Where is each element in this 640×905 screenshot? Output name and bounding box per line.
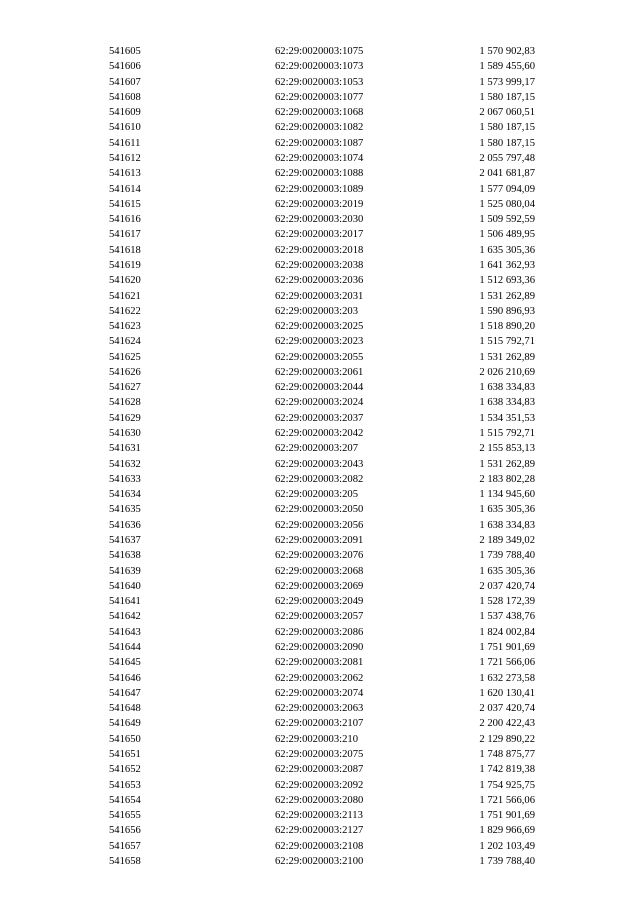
table-row	[109, 640, 539, 655]
cadastral-number-cell: 62:29:0020003:2086	[275, 626, 364, 638]
row-id-cell: 541646	[109, 672, 141, 684]
cadastral-value-cell: 1 635 305,36	[479, 244, 535, 256]
table-row	[109, 212, 539, 227]
table-row	[109, 533, 539, 548]
cadastral-value-cell: 1 534 351,53	[479, 412, 535, 424]
table-row	[109, 350, 539, 365]
table-row	[109, 854, 539, 869]
cadastral-value-cell: 1 577 094,09	[479, 183, 535, 195]
cadastral-number-cell: 62:29:0020003:1089	[275, 183, 364, 195]
table-row	[109, 762, 539, 777]
row-id-cell: 541609	[109, 107, 141, 119]
table-row	[109, 609, 539, 624]
table-row	[109, 472, 539, 487]
cadastral-number-cell: 62:29:0020003:2100	[275, 855, 364, 867]
cadastral-number-cell: 62:29:0020003:2108	[275, 840, 364, 852]
table-row	[109, 686, 539, 701]
table-row	[109, 258, 539, 273]
table-row	[109, 227, 539, 242]
table-row	[109, 808, 539, 823]
cadastral-value-cell: 1 580 187,15	[479, 137, 535, 149]
table-row	[109, 716, 539, 731]
cadastral-number-cell: 62:29:0020003:1053	[275, 76, 364, 88]
cadastral-value-cell: 1 739 788,40	[479, 550, 535, 562]
table-row	[109, 518, 539, 533]
cadastral-value-cell: 2 155 853,13	[479, 443, 535, 455]
table-row	[109, 75, 539, 90]
row-id-cell: 541655	[109, 810, 141, 822]
table-row	[109, 548, 539, 563]
cadastral-value-cell: 1 580 187,15	[479, 91, 535, 103]
cadastral-value-cell: 1 590 896,93	[479, 305, 535, 317]
table-row	[109, 671, 539, 686]
cadastral-number-cell: 62:29:0020003:2061	[275, 366, 364, 378]
cadastral-value-cell: 1 751 901,69	[479, 641, 535, 653]
cadastral-value-cell: 1 641 362,93	[479, 259, 535, 271]
cadastral-number-cell: 62:29:0020003:2038	[275, 259, 364, 271]
cadastral-number-cell: 62:29:0020003:2080	[275, 794, 364, 806]
cadastral-value-cell: 1 537 438,76	[479, 611, 535, 623]
cadastral-number-cell: 62:29:0020003:2017	[275, 229, 364, 241]
row-id-cell: 541638	[109, 550, 141, 562]
cadastral-number-cell: 62:29:0020003:2092	[275, 779, 364, 791]
row-id-cell: 541654	[109, 794, 141, 806]
cadastral-value-cell: 1 742 819,38	[479, 764, 535, 776]
row-id-cell: 541632	[109, 458, 141, 470]
table-row	[109, 564, 539, 579]
row-id-cell: 541624	[109, 336, 141, 348]
table-row	[109, 243, 539, 258]
row-id-cell: 541621	[109, 290, 141, 302]
cadastral-number-cell: 62:29:0020003:2024	[275, 397, 364, 409]
cadastral-value-cell: 1 638 334,83	[479, 382, 535, 394]
table-row	[109, 44, 539, 59]
cadastral-number-cell: 62:29:0020003:1087	[275, 137, 364, 149]
row-id-cell: 541630	[109, 428, 141, 440]
cadastral-value-cell: 1 721 566,06	[479, 657, 535, 669]
cadastral-number-cell: 62:29:0020003:2030	[275, 214, 364, 226]
cadastral-value-cell: 2 189 349,02	[479, 535, 535, 546]
cadastral-number-cell: 62:29:0020003:2057	[275, 611, 364, 623]
cadastral-value-cell: 2 041 681,87	[479, 168, 535, 180]
cadastral-number-cell: 62:29:0020003:2050	[275, 504, 364, 516]
cadastral-number-cell: 62:29:0020003:1068	[275, 107, 364, 119]
cadastral-number-cell: 62:29:0020003:203	[275, 305, 358, 317]
table-row	[109, 197, 539, 212]
row-id-cell: 541636	[109, 519, 141, 531]
row-id-cell: 541653	[109, 779, 141, 791]
cadastral-number-cell: 62:29:0020003:2043	[275, 458, 364, 470]
cadastral-number-cell: 62:29:0020003:1082	[275, 122, 364, 134]
row-id-cell: 541613	[109, 168, 141, 180]
row-id-cell: 541657	[109, 840, 141, 852]
row-id-cell: 541648	[109, 703, 141, 715]
table-row	[109, 457, 539, 472]
table-row	[109, 441, 539, 456]
cadastral-number-cell: 62:29:0020003:1075	[275, 46, 364, 57]
cadastral-value-cell: 1 506 489,95	[479, 229, 535, 241]
row-id-cell: 541622	[109, 305, 141, 317]
table-row	[109, 655, 539, 670]
row-id-cell: 541606	[109, 61, 141, 73]
row-id-cell: 541625	[109, 351, 141, 363]
row-id-cell: 541615	[109, 198, 141, 210]
cadastral-value-cell: 2 037 420,74	[479, 703, 535, 715]
cadastral-value-cell: 1 580 187,15	[479, 122, 535, 134]
cadastral-number-cell: 62:29:0020003:2082	[275, 473, 364, 485]
row-id-cell: 541619	[109, 259, 141, 271]
cadastral-number-cell: 62:29:0020003:2042	[275, 428, 364, 440]
row-id-cell: 541645	[109, 657, 141, 669]
cadastral-number-cell: 62:29:0020003:2044	[275, 382, 364, 394]
row-id-cell: 541656	[109, 825, 141, 837]
row-id-cell: 541652	[109, 764, 141, 776]
table-row	[109, 105, 539, 120]
table-row	[109, 304, 539, 319]
cadastral-value-cell: 1 635 305,36	[479, 565, 535, 577]
cadastral-number-cell: 62:29:0020003:2127	[275, 825, 364, 837]
cadastral-number-cell: 62:29:0020003:2081	[275, 657, 364, 669]
cadastral-value-cell: 1 515 792,71	[479, 336, 535, 348]
cadastral-value-cell: 2 067 060,51	[479, 107, 535, 119]
table-row	[109, 273, 539, 288]
cadastral-number-cell: 62:29:0020003:1077	[275, 91, 364, 103]
row-id-cell: 541607	[109, 76, 141, 88]
table-row	[109, 487, 539, 502]
cadastral-value-cell: 1 635 305,36	[479, 504, 535, 516]
table-row	[109, 625, 539, 640]
row-id-cell: 541639	[109, 565, 141, 577]
cadastral-number-cell: 62:29:0020003:2056	[275, 519, 364, 531]
row-id-cell: 541637	[109, 535, 141, 546]
row-id-cell: 541650	[109, 733, 141, 745]
row-id-cell: 541616	[109, 214, 141, 226]
row-id-cell: 541626	[109, 366, 141, 378]
cadastral-value-cell: 1 638 334,83	[479, 397, 535, 409]
cadastral-value-cell: 2 026 210,69	[479, 366, 535, 378]
table-row	[109, 701, 539, 716]
cadastral-number-cell: 62:29:0020003:2075	[275, 748, 364, 760]
cadastral-number-cell: 62:29:0020003:2019	[275, 198, 364, 210]
cadastral-number-cell: 62:29:0020003:2068	[275, 565, 364, 577]
cadastral-value-cell: 2 183 802,28	[479, 473, 535, 485]
cadastral-value-cell: 1 134 945,60	[479, 489, 535, 501]
cadastral-number-cell: 62:29:0020003:210	[275, 733, 358, 745]
table-row	[109, 319, 539, 334]
row-id-cell: 541617	[109, 229, 141, 241]
cadastral-number-cell: 62:29:0020003:1073	[275, 61, 364, 73]
row-id-cell: 541618	[109, 244, 141, 256]
table-row	[109, 136, 539, 151]
cadastral-number-cell: 62:29:0020003:2087	[275, 764, 364, 776]
table-row	[109, 839, 539, 854]
cadastral-number-cell: 62:29:0020003:2049	[275, 596, 364, 608]
cadastral-value-cell: 1 589 455,60	[479, 61, 535, 73]
row-id-cell: 541634	[109, 489, 141, 501]
cadastral-number-cell: 62:29:0020003:2037	[275, 412, 364, 424]
table-body	[109, 44, 539, 869]
cadastral-number-cell: 62:29:0020003:2069	[275, 580, 364, 592]
table-row	[109, 426, 539, 441]
row-id-cell: 541641	[109, 596, 141, 608]
cadastral-number-cell: 62:29:0020003:1074	[275, 152, 364, 164]
row-id-cell: 541608	[109, 91, 141, 103]
row-id-cell: 541635	[109, 504, 141, 516]
cadastral-value-cell: 1 509 592,59	[479, 214, 535, 226]
cadastral-value-cell: 1 632 273,58	[479, 672, 535, 684]
cadastral-value-cell: 2 055 797,48	[479, 152, 535, 164]
row-id-cell: 541642	[109, 611, 141, 623]
row-id-cell: 541644	[109, 641, 141, 653]
cadastral-value-cell: 1 721 566,06	[479, 794, 535, 806]
cadastral-number-cell: 62:29:0020003:2062	[275, 672, 364, 684]
cadastral-number-cell: 62:29:0020003:2023	[275, 336, 364, 348]
row-id-cell: 541614	[109, 183, 141, 195]
cadastral-number-cell: 62:29:0020003:2036	[275, 275, 364, 287]
cadastral-number-cell: 62:29:0020003:2063	[275, 703, 364, 715]
cadastral-value-cell: 1 620 130,41	[479, 687, 535, 699]
row-id-cell: 541647	[109, 687, 141, 699]
cadastral-value-cell: 1 525 080,04	[479, 198, 535, 210]
cadastral-value-cell: 1 573 999,17	[479, 76, 535, 88]
table-row	[109, 380, 539, 395]
row-id-cell: 541627	[109, 382, 141, 394]
cadastral-value-cell: 1 531 262,89	[479, 458, 535, 470]
cadastral-number-cell: 62:29:0020003:207	[275, 443, 358, 455]
table-row	[109, 289, 539, 304]
row-id-cell: 541623	[109, 321, 141, 333]
table-row	[109, 732, 539, 747]
cadastral-number-cell: 62:29:0020003:2113	[275, 810, 363, 822]
cadastral-value-cell: 2 200 422,43	[479, 718, 535, 730]
row-id-cell: 541611	[109, 137, 141, 149]
table-row	[109, 411, 539, 426]
row-id-cell: 541612	[109, 152, 141, 164]
table-row	[109, 151, 539, 166]
cadastral-number-cell: 62:29:0020003:2055	[275, 351, 364, 363]
cadastral-value-cell: 1 829 966,69	[479, 825, 535, 837]
row-id-cell: 541649	[109, 718, 141, 730]
table-row	[109, 778, 539, 793]
table-row	[109, 747, 539, 762]
cadastral-number-cell: 62:29:0020003:2031	[275, 290, 364, 302]
table-row	[109, 365, 539, 380]
row-id-cell: 541651	[109, 748, 141, 760]
row-id-cell: 541605	[109, 46, 141, 57]
row-id-cell: 541643	[109, 626, 141, 638]
cadastral-value-cell: 1 754 925,75	[479, 779, 535, 791]
cadastral-value-cell: 1 531 262,89	[479, 351, 535, 363]
table-row	[109, 59, 539, 74]
cadastral-value-cell: 2 037 420,74	[479, 580, 535, 592]
cadastral-number-cell: 62:29:0020003:2074	[275, 687, 364, 699]
cadastral-value-cell: 1 531 262,89	[479, 290, 535, 302]
cadastral-number-cell: 62:29:0020003:1088	[275, 168, 364, 180]
cadastral-number-cell: 62:29:0020003:2025	[275, 321, 364, 333]
cadastral-value-cell: 1 751 901,69	[479, 810, 535, 822]
table-row	[109, 395, 539, 410]
cadastral-value-cell: 2 129 890,22	[479, 733, 535, 745]
table-row	[109, 579, 539, 594]
cadastral-number-cell: 62:29:0020003:205	[275, 489, 358, 501]
table-row	[109, 334, 539, 349]
row-id-cell: 541629	[109, 412, 141, 424]
table-row	[109, 823, 539, 838]
cadastral-value-cell: 1 739 788,40	[479, 855, 535, 867]
table-row	[109, 594, 539, 609]
cadastral-value-cell: 1 202 103,49	[479, 840, 535, 852]
cadastral-number-cell: 62:29:0020003:2076	[275, 550, 364, 562]
cadastral-value-cell: 1 518 890,20	[479, 321, 535, 333]
cadastral-value-cell: 1 515 792,71	[479, 428, 535, 440]
cadastral-value-cell: 1 528 172,39	[479, 596, 535, 608]
row-id-cell: 541628	[109, 397, 141, 409]
row-id-cell: 541640	[109, 580, 141, 592]
table-row	[109, 793, 539, 808]
row-id-cell: 541620	[109, 275, 141, 287]
cadastral-number-cell: 62:29:0020003:2018	[275, 244, 364, 256]
cadastral-number-cell: 62:29:0020003:2090	[275, 641, 364, 653]
table-row	[109, 166, 539, 181]
row-id-cell: 541658	[109, 855, 141, 867]
cadastral-value-cell: 1 638 334,83	[479, 519, 535, 531]
row-id-cell: 541633	[109, 473, 141, 485]
row-id-cell: 541610	[109, 122, 141, 134]
table-row	[109, 120, 539, 135]
cadastral-value-cell: 1 570 902,83	[479, 46, 535, 57]
cadastral-value-cell: 1 748 875,77	[479, 748, 535, 760]
table-row	[109, 182, 539, 197]
cadastral-value-table	[109, 44, 539, 869]
cadastral-value-cell: 1 824 002,84	[479, 626, 535, 638]
cadastral-value-cell: 1 512 693,36	[479, 275, 535, 287]
table-row	[109, 90, 539, 105]
table-row	[109, 502, 539, 517]
row-id-cell: 541631	[109, 443, 141, 455]
cadastral-number-cell: 62:29:0020003:2107	[275, 718, 364, 730]
cadastral-number-cell: 62:29:0020003:2091	[275, 535, 364, 546]
